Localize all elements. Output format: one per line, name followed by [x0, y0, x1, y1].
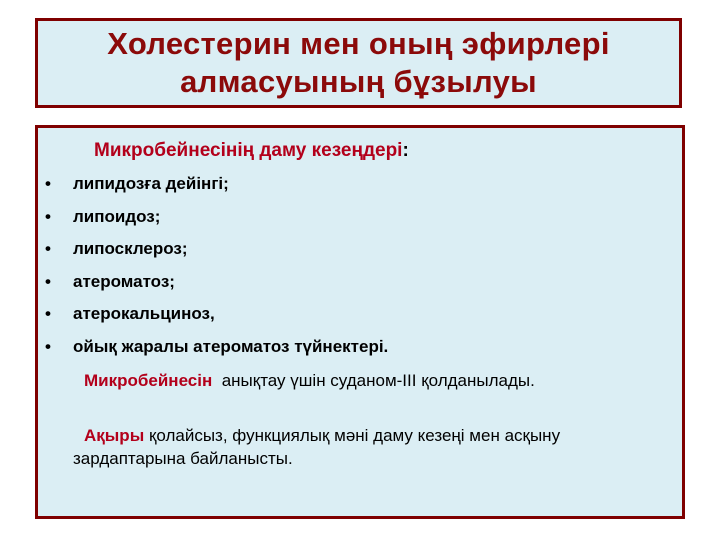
section-heading: [94, 140, 409, 162]
slide-title-line-1: Холестерин мен оның эфирлері: [107, 26, 610, 61]
section-heading-text: Микробейнесінің даму кезеңдері: [94, 140, 403, 161]
bullet-icon: •: [45, 271, 51, 291]
section-heading-colon: :: [402, 140, 409, 161]
detection-paragraph: [73, 369, 673, 392]
list-item: [38, 207, 682, 240]
list-item-text: липоидоз;: [73, 206, 161, 226]
list-item-text: атероматоз;: [73, 271, 175, 291]
list-item-text: липосклероз;: [73, 239, 188, 258]
outcome-lead-term: Ақыры: [84, 426, 145, 445]
outcome-paragraph: [73, 424, 673, 470]
bullet-icon: •: [45, 304, 51, 323]
detection-lead-term: Микробейнесін: [84, 371, 213, 390]
list-item: [38, 239, 682, 272]
list-item-text: липидозға дейінгі;: [73, 174, 229, 193]
list-item: [38, 272, 682, 305]
stage-list: [38, 174, 682, 369]
slide-title-line-2: алмасуының бұзылуы: [180, 64, 537, 99]
title-box: [35, 18, 682, 108]
list-item: [38, 337, 682, 370]
list-item-text: атерокальциноз,: [73, 304, 215, 323]
list-item: [38, 174, 682, 207]
list-item-text: ойық жаралы атероматоз түйнектері.: [73, 336, 389, 356]
bullet-icon: •: [45, 206, 51, 226]
outcome-text: қолайсыз, функциялық мәні даму кезеңі мен асқыну зардаптарына байланысты.: [73, 426, 561, 468]
content-box: [35, 125, 685, 519]
detection-text: анықтау үшін суданом-III қолданылады.: [212, 371, 535, 390]
bullet-icon: •: [45, 336, 51, 356]
bullet-icon: •: [45, 174, 51, 193]
list-item: [38, 304, 682, 337]
bullet-icon: •: [45, 239, 51, 258]
